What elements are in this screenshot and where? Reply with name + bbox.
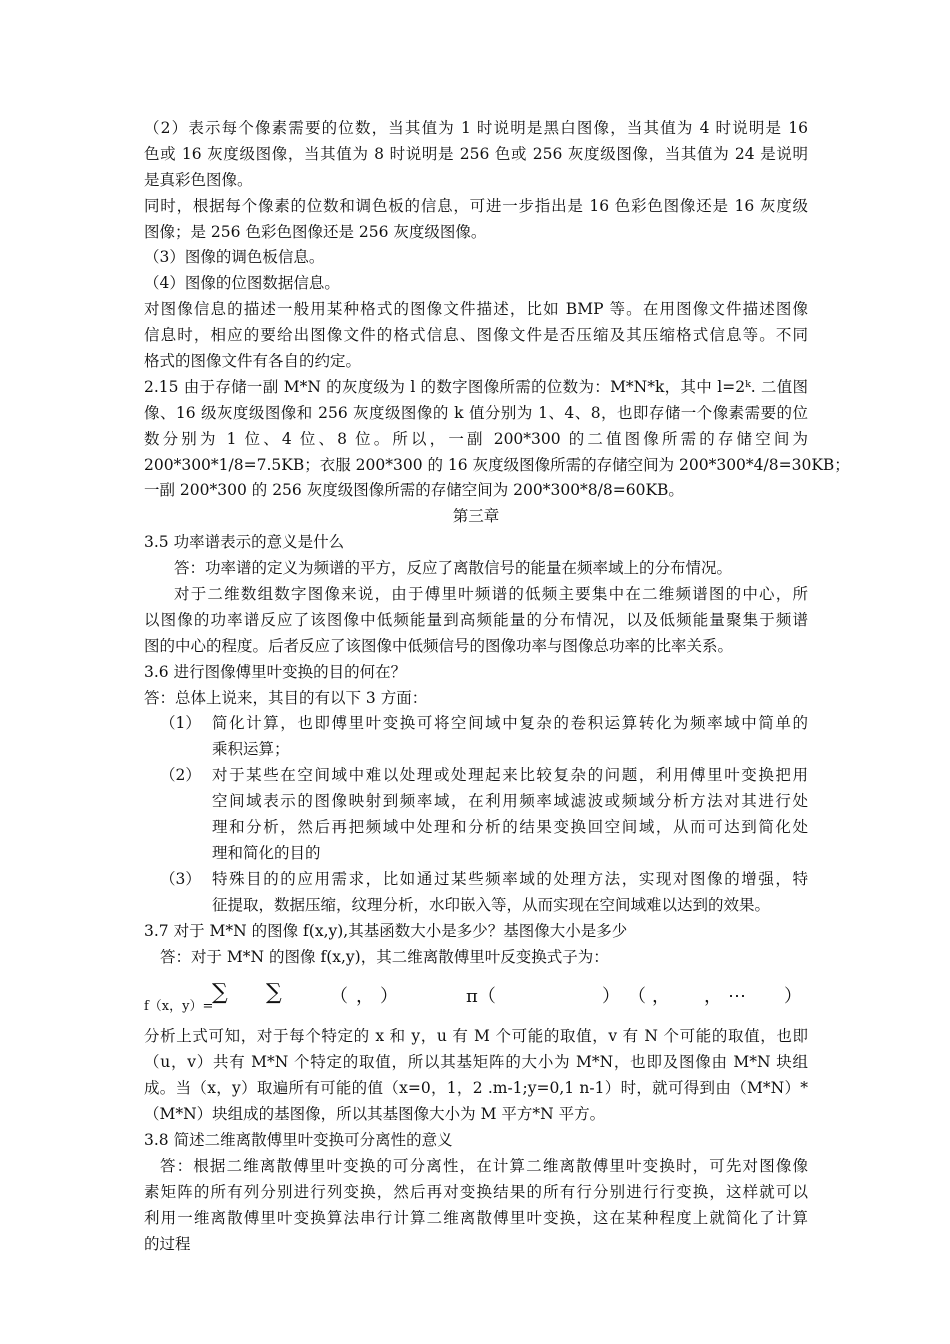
text-line: 像、16 级灰度级图像和 256 灰度级图像的 k 值分别为 1、4、8，也即存储一个像素需要的位: [144, 403, 808, 422]
text-line: （M*N）块组成的基图像，所以其基图像大小为 M 平方*N 平方。: [144, 1105, 606, 1124]
text-line: 对图像信息的描述一般用某种格式的图像文件描述，比如 BMP 等。在用图像文件描述图像: [144, 300, 808, 319]
text-line: （2）表示每个像素需要的位数，当其值为 1 时说明是黑白图像，当其值为 4 时说明是 16: [144, 119, 808, 137]
text-line: 乘积运算；: [212, 740, 290, 759]
answer-line: 答：根据二维离散傅里叶变换的可分离性，在计算二维离散傅里叶变换时，可先对图像像: [160, 1156, 808, 1175]
list-item: [144, 763, 808, 867]
text-line: 数分别为 1 位、4 位、8 位。所以，一副 200*300 的二值图像所需的存储空间为: [144, 429, 808, 448]
answer-line: 答：总体上说来，其目的有以下 3 方面：: [144, 688, 428, 707]
text-line: 色或 16 灰度级图像，当其值为 8 时说明是 256 色或 256 灰度级图像，当其值为 24 是说明: [144, 144, 808, 163]
formula-comma: ，: [356, 986, 374, 1008]
text-line: 简化计算，也即傅里叶变换可将空间域中复杂的卷积运算转化为频率域中简单的: [212, 714, 808, 733]
text-line: 理和分析，然后再把频域中处理和分析的结果变换回空间域，从而可达到简化处: [212, 818, 808, 837]
text-line: 空间域表示的图像映射到频率域，在利用频率域滤波或频域分析方法对其进行处: [212, 792, 808, 811]
text-line: （4）图像的位图数据信息。: [144, 274, 340, 293]
list-item-number: （3）: [160, 869, 201, 888]
formula-paren: （: [330, 986, 348, 1008]
text-line: 2.15 由于存储一副 M*N 的灰度级为 l 的数字图像所需的位数为：M*N*k，其中 l=2ᵏ. 二值图: [144, 377, 808, 396]
text-line: 成。当（x，y）取遍所有可能的值（x=0，1，2 .m-1;y=0,1 n-1）时，就可得到由（M*N）*: [144, 1079, 808, 1098]
formula-dots: ⋯: [728, 986, 746, 1008]
formula-lhs: f（x，y）=: [144, 999, 214, 1015]
question-heading: 3.7 对于 M*N 的图像 f(x,y),其基函数大小是多少？基图像大小是多少: [144, 921, 628, 940]
text-line: 图的中心的程度。后者反应了该图像中低频信号的图像功率与图像总功率的比率关系。: [144, 636, 734, 655]
text-line: 一副 200*300 的 256 灰度级图像所需的存储空间为 200*300*8/8=60KB。: [144, 481, 684, 500]
list-item: [144, 867, 808, 919]
sum-symbol: ∑: [266, 980, 282, 1006]
text-line: （u，v）共有 M*N 个特定的取值，所以其基矩阵的大小为 M*N，也即及图像由 M*N 块组: [144, 1053, 808, 1072]
question-heading: 3.5 功率谱表示的意义是什么: [144, 533, 345, 552]
text-line: 信息时，相应的要给出图像文件的格式信息、图像文件是否压缩及其压缩格式信息等。不同: [144, 326, 808, 345]
question-heading: 3.8 简述二维离散傅里叶变换可分离性的意义: [144, 1130, 453, 1149]
text-line: 格式的图像文件有各自的约定。: [144, 352, 362, 371]
list-item: [144, 711, 808, 763]
list-item-number: （2）: [160, 766, 201, 785]
formula-comma: ，: [652, 986, 670, 1008]
text-line: 以图像的功率谱反应了该图像中低频能量到高频能量的分布情况，以及低频能量聚集于频谱: [144, 610, 808, 629]
text-line: 分析上式可知，对于每个特定的 x 和 y，u 有 M 个可能的取值，v 有 N 个可能的取值，也即: [144, 1027, 808, 1046]
text-line: 同时，根据每个像素的位数和调色板的信息，可进一步指出是 16 色彩色图像还是 16 灰度级: [144, 196, 808, 215]
text-line: 素矩阵的所有列分别进行列变换，然后再对变换结果的所有行分别进行行变换，这样就可以: [144, 1182, 808, 1201]
formula-paren: ）: [602, 986, 620, 1008]
text-line: 的过程: [144, 1234, 191, 1253]
question-heading: 3.6 进行图像傅里叶变换的目的何在？: [144, 662, 407, 681]
sum-symbol: ∑: [212, 980, 228, 1006]
chapter-heading: 第三章: [452, 507, 500, 526]
formula-paren: （: [628, 986, 646, 1008]
text-line: 图像；是 256 色彩色图像还是 256 灰度级图像。: [144, 222, 487, 241]
text-line: 对于二维数组数字图像来说，由于傅里叶频谱的低频主要集中在二维频谱图的中心，所: [174, 585, 808, 604]
text-line: 对于某些在空间域中难以处理或处理起来比较复杂的问题，利用傅里叶变换把用: [212, 766, 808, 785]
text-line: 利用一维离散傅里叶变换算法串行计算二维离散傅里叶变换，这在某种程度上就简化了计算: [144, 1208, 808, 1227]
list-item-number: （1）: [160, 714, 201, 733]
answer-line: 答：功率谱的定义为频谱的平方，反应了离散信号的能量在频率域上的分布情况。: [174, 559, 733, 578]
formula-comma: ，: [704, 986, 722, 1008]
formula-paren: ）: [784, 986, 802, 1008]
text-line: （3）图像的调色板信息。: [144, 248, 325, 267]
dft-formula: [144, 976, 808, 1020]
answer-line: 答：对于 M*N 的图像 f(x,y)，其二维离散傅里叶反变换式子为：: [160, 947, 609, 966]
text-line: 是真彩色图像。: [144, 170, 253, 189]
document-page: [144, 116, 850, 1257]
formula-paren: ）: [380, 986, 398, 1008]
text-line: 200*300*1/8=7.5KB；衣服 200*300 的 16 灰度级图像所需的存储空间为 200*300*4/8=30KB；: [144, 455, 850, 474]
text-line: 特殊目的的应用需求，比如通过某些频率域的处理方法，实现对图像的增强，特: [212, 869, 808, 888]
formula-pi: π（: [466, 986, 496, 1008]
text-line: 理和简化的目的: [212, 843, 321, 862]
text-line: 征提取，数据压缩，纹理分析，水印嵌入等，从而实现在空间域难以达到的效果。: [212, 895, 771, 914]
